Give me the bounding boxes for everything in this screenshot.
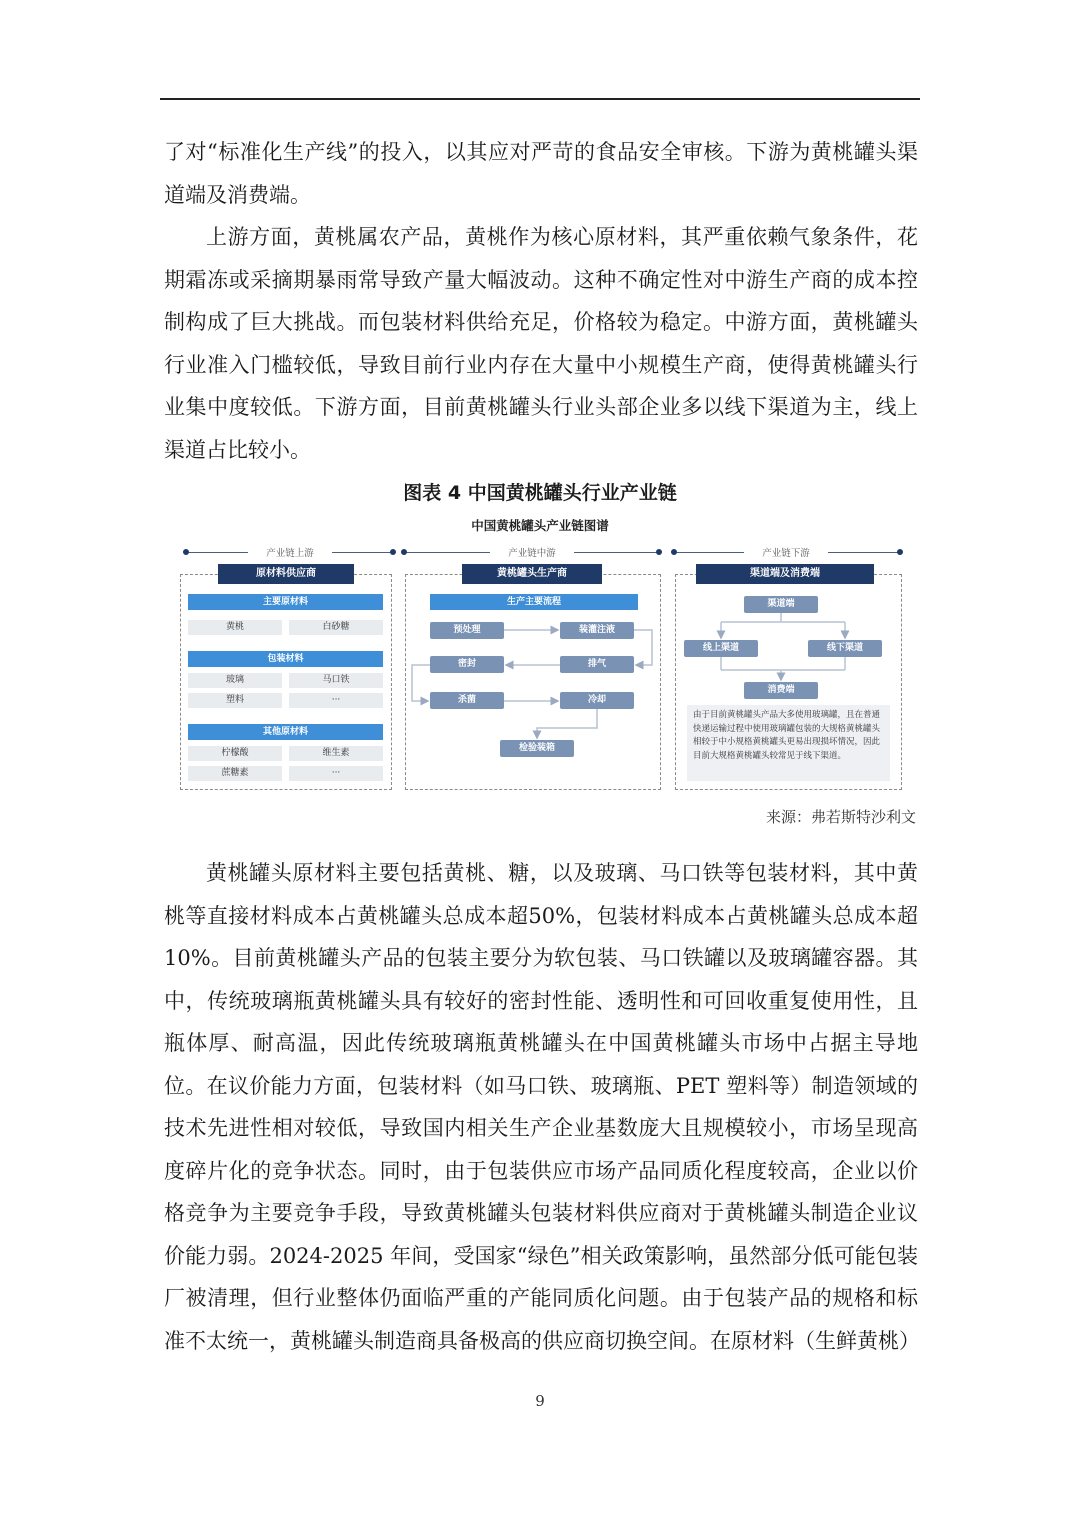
header-rule [160,98,920,100]
material-cell: ··· [289,766,383,781]
figure-caption: 图表 4 中国黄桃罐头行业产业链 [403,482,677,504]
process-step: 预处理 [430,622,504,639]
paragraph-1: 了对“标准化生产线”的投入，以其应对严苛的食品安全审核。下游为黄桃罐头渠道端及消费端。 [164,140,918,207]
process-step: 排气 [560,656,634,673]
diagram-title: 中国黄桃罐头产业链图谱 [471,518,609,533]
main-materials-bar: 主要原材料 [188,594,383,610]
material-cell: 维生素 [289,746,383,761]
material-cell: 蔗糖素 [188,766,282,781]
process-step: 冷却 [560,692,634,709]
online-channel-box: 线上渠道 [684,640,758,657]
stage-label-downstream: 产业链下游 [744,545,828,559]
material-cell: 马口铁 [289,673,383,688]
industry-chain-diagram [178,508,902,793]
paragraph-3: 黄桃罐头原材料主要包括黄桃、糖，以及玻璃、马口铁等包装材料，其中黄桃等直接材料成本占黄桃罐头总成本超50%，包装材料成本占黄桃罐头总成本超10%。目前黄桃罐头产品的包装主要分为软包装、马口铁罐以及玻璃罐容器。其中，传统玻璃瓶黄桃罐头具有较好的密封性能、透明性和可回收重复使用性，且瓶体厚、耐高温，因此传统玻璃瓶黄桃罐头在中国黄桃罐头市场中占据主导地位。在议价能力方面，包装材料（如马口铁、玻璃瓶、PET 塑料等）制造领域的技术先进性相对较低，导致国内相关生产企业基数庞大且规模较小，市场呈现高度碎片化的竞争状态。同时，由于包装供应市场产品同质化程度较高，企业以价格竞争为主要竞争手段，导致黄桃罐头包装材料供应商对于黄桃罐头制造企业议价能力弱。2024-2025 年间，受国家“绿色”相关政策影响，虽然部分低可能包装厂被清理，但行业整体仍面临严重的产能同质化问题。由于包装产品的规格和标准不太统一，黄桃罐头制造商具备极高的供应商切换空间。在原材料（生鲜黄桃） [164,861,920,1353]
upstream-header: 原材料供应商 [218,564,354,584]
stage-label-upstream: 产业链上游 [248,545,332,559]
material-cell: ··· [289,693,383,708]
material-cell: 黄桃 [188,620,282,635]
material-cell: 柠檬酸 [188,746,282,761]
midstream-header: 黄桃罐头生产商 [462,564,602,584]
material-cell: 玻璃 [188,673,282,688]
process-step: 密封 [430,656,504,673]
process-step: 装灌注液 [560,622,634,639]
packaging-materials-bar: 包装材料 [188,651,383,667]
consumer-box: 消费端 [744,682,818,699]
process-step: 检验装箱 [500,740,574,757]
page-number: 9 [535,1392,545,1410]
offline-channel-box: 线下渠道 [808,640,882,657]
stage-label-midstream: 产业链中游 [490,545,574,559]
figure-source: 来源：弗若斯特沙利文 [765,808,916,826]
downstream-note: 由于目前黄桃罐头产品大多使用玻璃罐，且在普通快递运输过程中使用玻璃罐包装的大规格黄桃罐头相较于中小规格黄桃罐头更易出现损坏情况，因此目前大规格黄桃罐头较常见于线下渠道。 [687,705,890,781]
other-materials-bar: 其他原材料 [188,724,383,740]
channel-box: 渠道端 [744,596,818,613]
material-cell: 白砂糖 [289,620,383,635]
paragraph-2: 上游方面，黄桃属农产品，黄桃作为核心原材料，其严重依赖气象条件，花期霜冻或采摘期暴雨常导致产量大幅波动。这种不确定性对中游生产商的成本控制构成了巨大挑战。而包装材料供给充足，价格较为稳定。中游方面，黄桃罐头行业准入门槛较低，导致目前行业内存在大量中小规模生产商，使得黄桃罐头行业集中度较低。下游方面，目前黄桃罐头行业头部企业多以线下渠道为主，线上渠道占比较小。 [164,225,918,462]
downstream-header: 渠道端及消费端 [696,564,874,584]
process-bar: 生产主要流程 [430,594,638,610]
material-cell: 塑料 [188,693,282,708]
flow-arrows [178,508,902,793]
process-step: 杀菌 [430,692,504,709]
